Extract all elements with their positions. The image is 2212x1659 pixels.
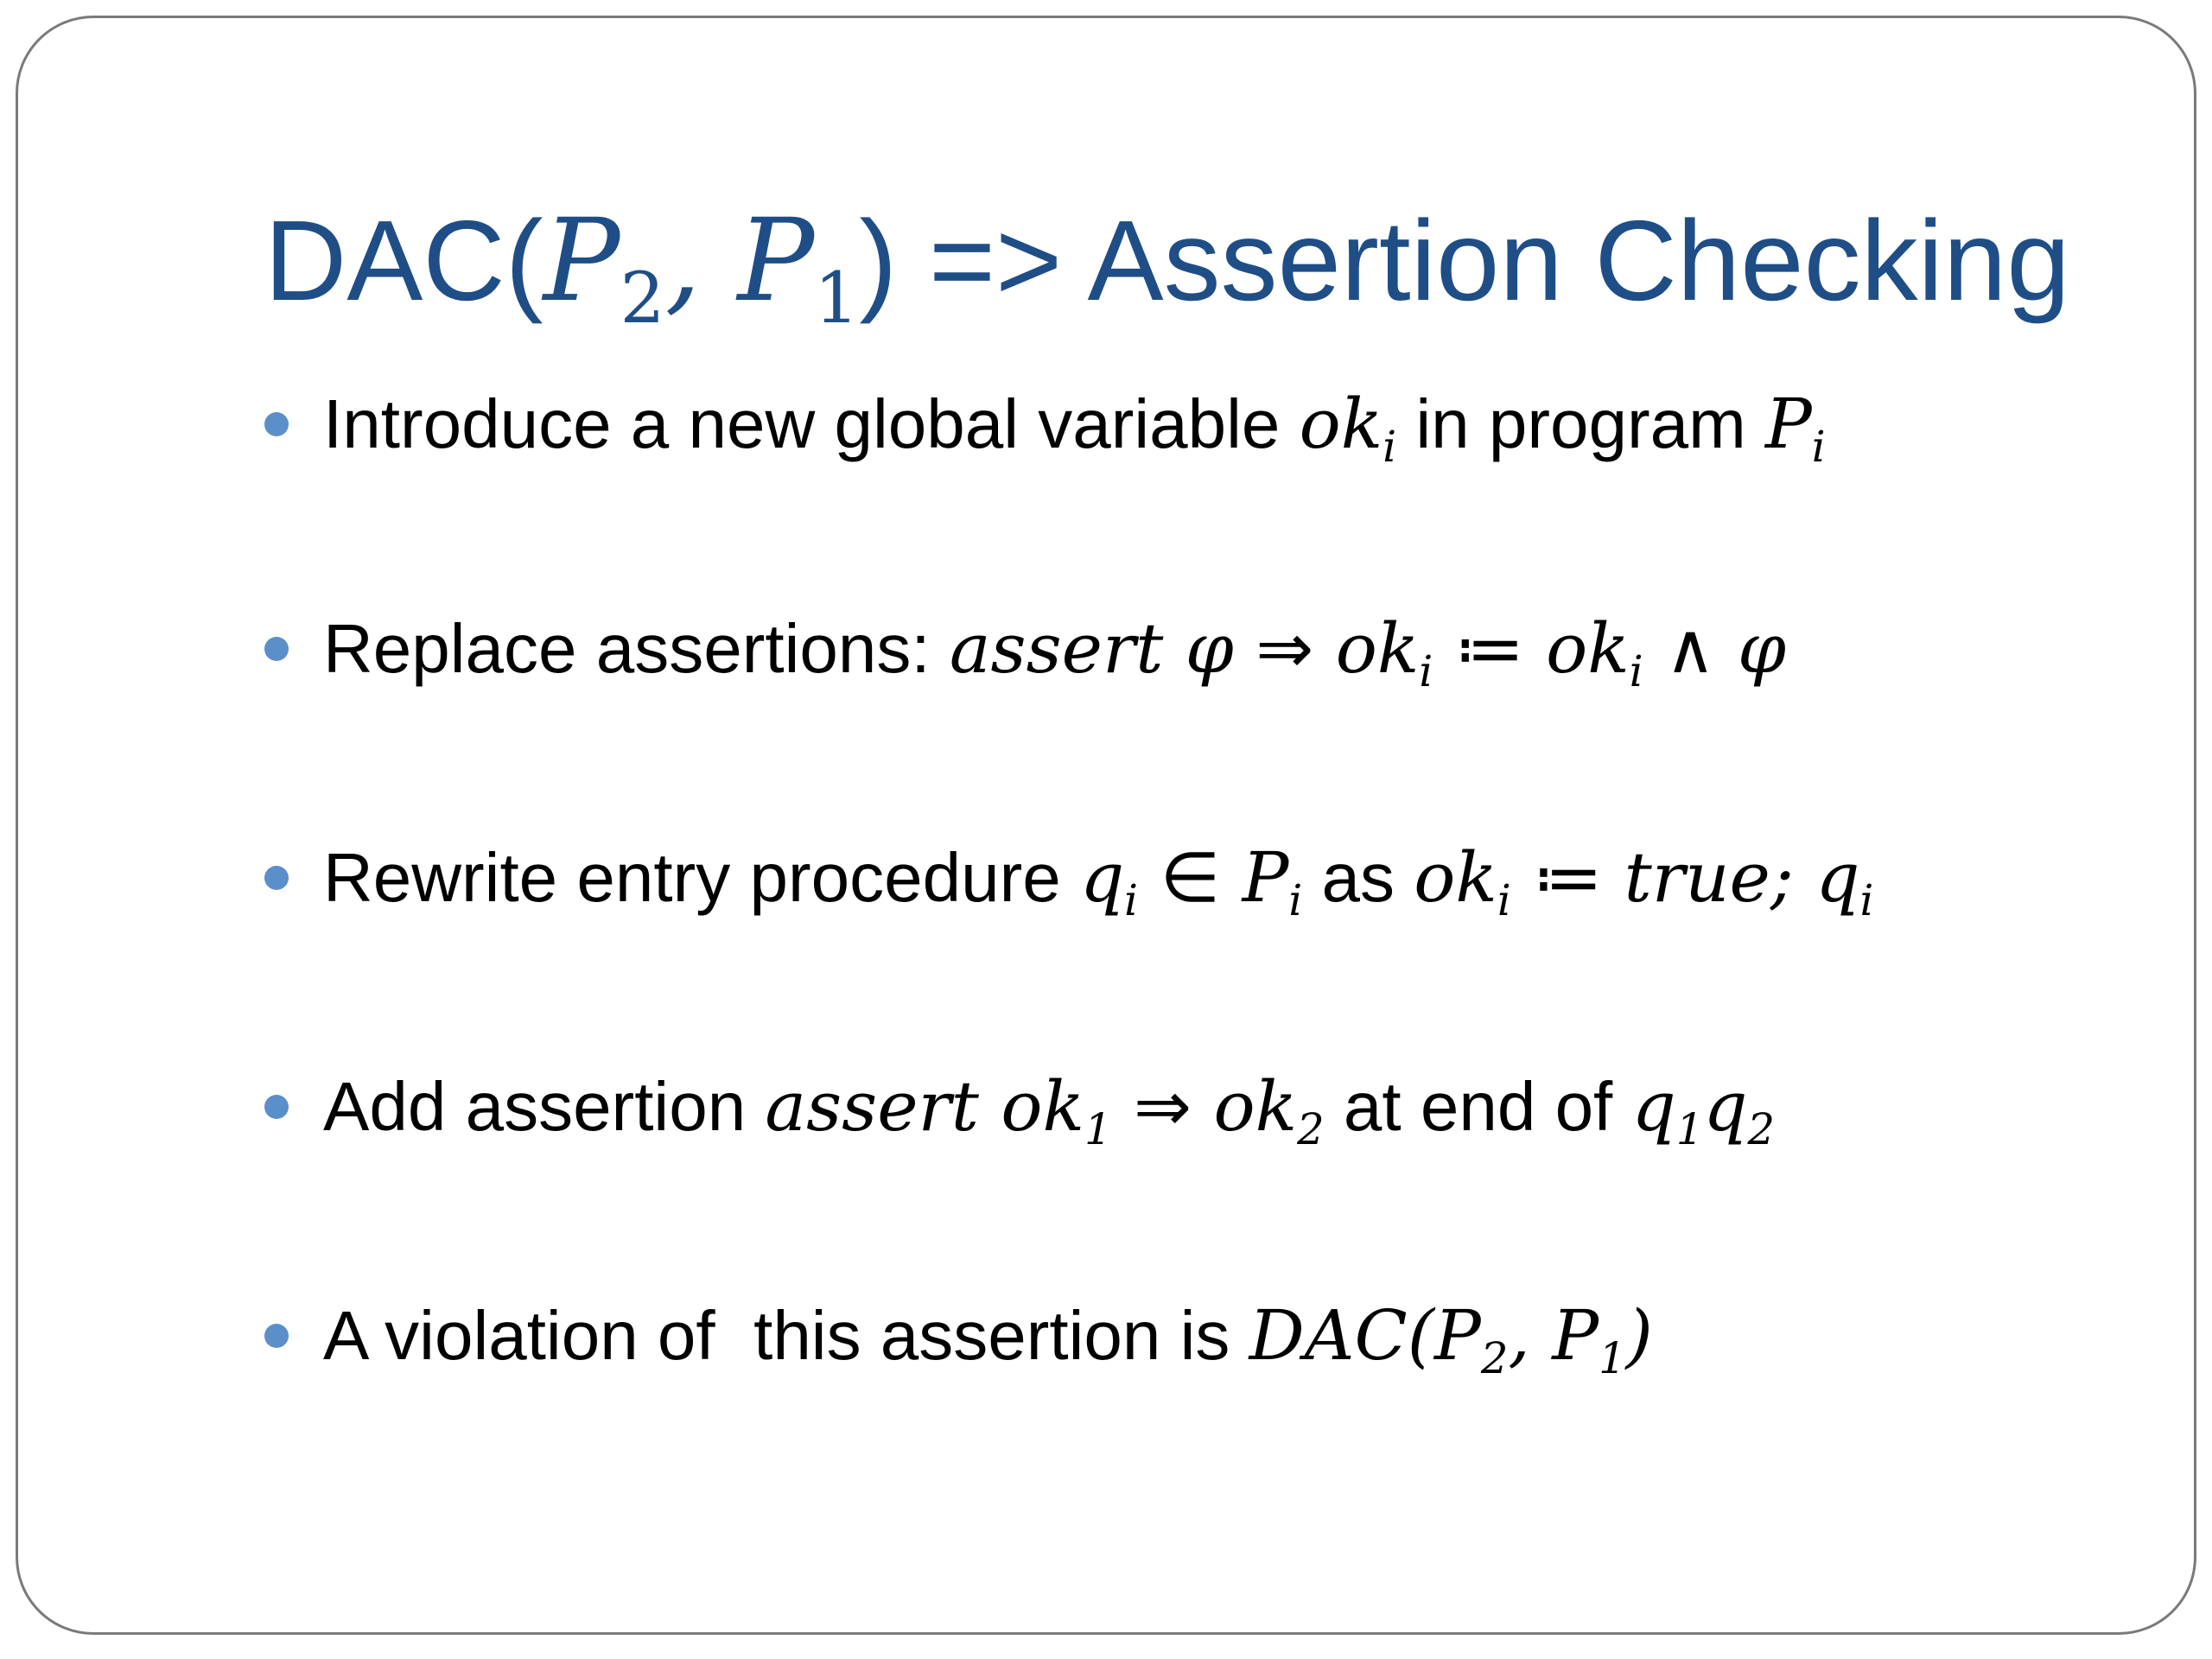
bullet-item [264, 835, 1874, 925]
bullet-item [264, 1293, 1653, 1383]
bullet-item [264, 1064, 1776, 1154]
bullet-text: Replace assertions: assert φ ⇒ $ok_i$ ≔ $ok_i$ ∧ φ [323, 608, 1787, 696]
bullet-dot-icon [264, 866, 289, 890]
slide-title: $DAC(P_2$, $P_1$) => Assertion Checking [264, 194, 2070, 340]
bullet-dot-icon [264, 637, 289, 661]
bullet-text: Add assertion assert $ok_1$ ⇒ $ok_2$ at end of $q_1q_2$ [323, 1066, 1776, 1154]
bullet-text: A violation of this assertion is $DAC(P_2$, $P_1$) [323, 1295, 1653, 1383]
bullet-text: Rewrite entry procedure $q_i$ ∈ $P_i$ as $ok_i$ ≔ true; $q_i$ [323, 837, 1874, 925]
bullet-item [264, 606, 1787, 696]
bullet-text: Introduce a new global variable $ok_i$ in program $P_i$ [323, 384, 1826, 472]
bullet-dot-icon [264, 1324, 289, 1348]
bullet-item [264, 381, 1826, 472]
bullet-dot-icon [264, 412, 289, 436]
slide-frame [16, 16, 2196, 1635]
bullet-dot-icon [264, 1095, 289, 1119]
